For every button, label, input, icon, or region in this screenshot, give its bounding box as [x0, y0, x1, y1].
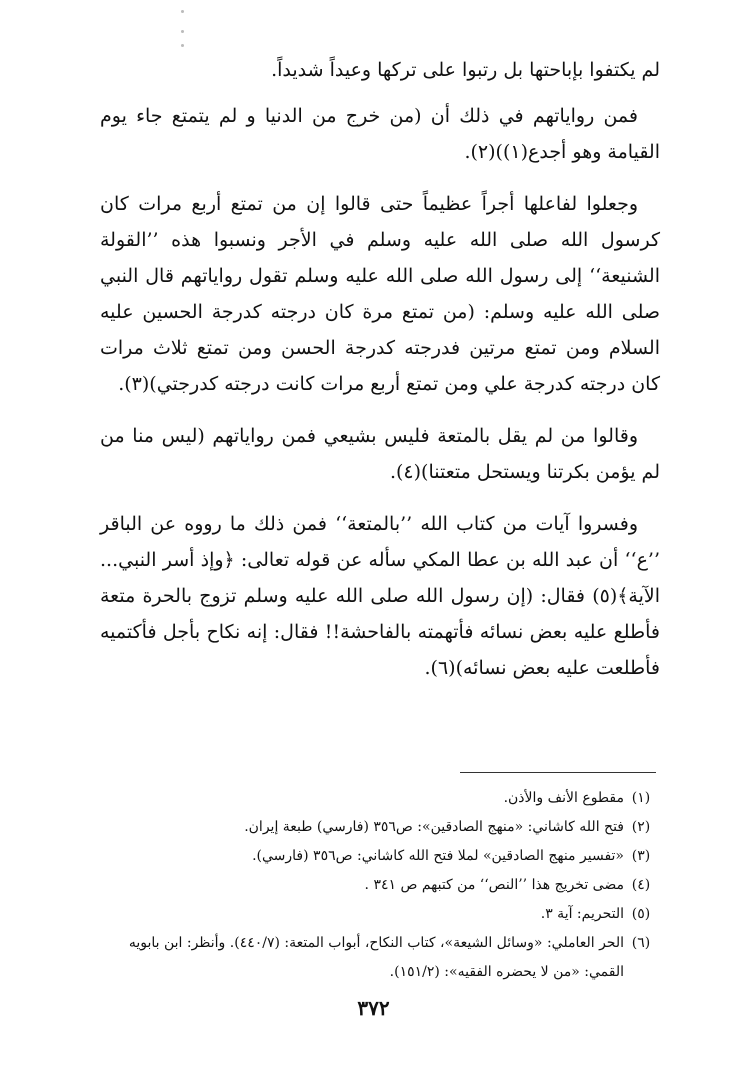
footnote-3 — [96, 842, 658, 871]
footnote-2 — [96, 813, 658, 842]
footnote-number: (٣) — [631, 848, 651, 864]
footnote-text: مضى تخريج هذا ’’النص‘‘ من كتبهم ص ٣٤١ . — [364, 877, 624, 893]
footnote-number: (٦) — [631, 935, 651, 951]
footnote-text: التحريم: آية ٣. — [540, 906, 624, 922]
footnote-text: الحر العاملي: «وسائل الشيعة»، كتاب النكاح، أبواب المتعة: (٤٤٠/٧). وأنظر: ابن بابويه القمي: «من لا يحضره الفقيه»: (١٥١/٢). — [128, 935, 624, 980]
scan-speck — [181, 10, 184, 13]
footnote-6 — [96, 929, 658, 987]
footnote-4 — [96, 871, 658, 900]
footnote-text: «تفسير منهج الصادقين» لملا فتح الله كاشاني: ص٣٥٦ (فارسي). — [252, 848, 624, 864]
footnote-number: (٥) — [631, 906, 651, 922]
footnote-text: مقطوع الأنف والأذن. — [503, 790, 624, 806]
footnote-number: (١) — [631, 790, 651, 806]
scan-speck — [181, 44, 184, 47]
paragraph-4: وقالوا من لم يقل بالمتعة فليس بشيعي فمن رواياتهم (ليس منا من لم يؤمن بكرتنا ويستحل متعتنا)(٤). — [100, 425, 660, 483]
footnote-divider — [460, 772, 656, 773]
page-number: ٣٧٢ — [357, 996, 390, 1020]
main-text — [100, 52, 660, 702]
footnote-text: فتح الله كاشاني: «منهج الصادقين»: ص٣٥٦ (فارسي) طبعة إيران. — [244, 819, 624, 835]
footnote-number: (٢) — [631, 819, 651, 835]
footnote-number: (٤) — [631, 877, 651, 893]
scan-speck — [181, 30, 184, 33]
paragraph-3: وجعلوا لفاعلها أجراً عظيماً حتى قالوا إن من تمتع أربع مرات كان كرسول الله صلى الله عليه وسلم في الأجر ونسبوا هذه ’’القولة الشنيعة‘‘ إلى رسول الله صلى الله عليه وسلم تقول رواياتهم قال النبي صلى الله عليه وسلم: (من تمتع مرة كان درجته كدرجة الحسين عليه السلام ومن تمتع مرتين فدرجته كدرجة الحسن ومن تمتع ثلاث مرات كان درجته كدرجة علي ومن تمتع أربع مرات كانت درجته كدرجتي)(٣). — [100, 193, 660, 395]
footnote-1 — [96, 784, 658, 813]
footnotes — [96, 784, 658, 987]
footnote-5 — [96, 900, 658, 929]
paragraph-2: فمن رواياتهم في ذلك أن (من خرج من الدنيا و لم يتمتع جاء يوم القيامة وهو أجدع(١))(٢). — [100, 105, 660, 163]
paragraph-1: لم يكتفوا بإباحتها بل رتبوا على تركها وعيداً شديداً. — [271, 59, 660, 81]
paragraph-5: وفسروا آيات من كتاب الله ’’بالمتعة‘‘ فمن ذلك ما رووه عن الباقر ’’ع‘‘ أن عبد الله بن عطا المكي سأله عن قوله تعالى: ﴿وإذ أسر النبي... الآية﴾(٥) فقال: (إن رسول الله صلى الله عليه وسلم تزوج بالحرة متعة فأطلع عليه بعض نسائه فأتهمته بالفاحشة!! فقال: إنه نكاح بأجل فأكتميه فأطلعت عليه بعض نسائه)(٦). — [100, 513, 660, 679]
